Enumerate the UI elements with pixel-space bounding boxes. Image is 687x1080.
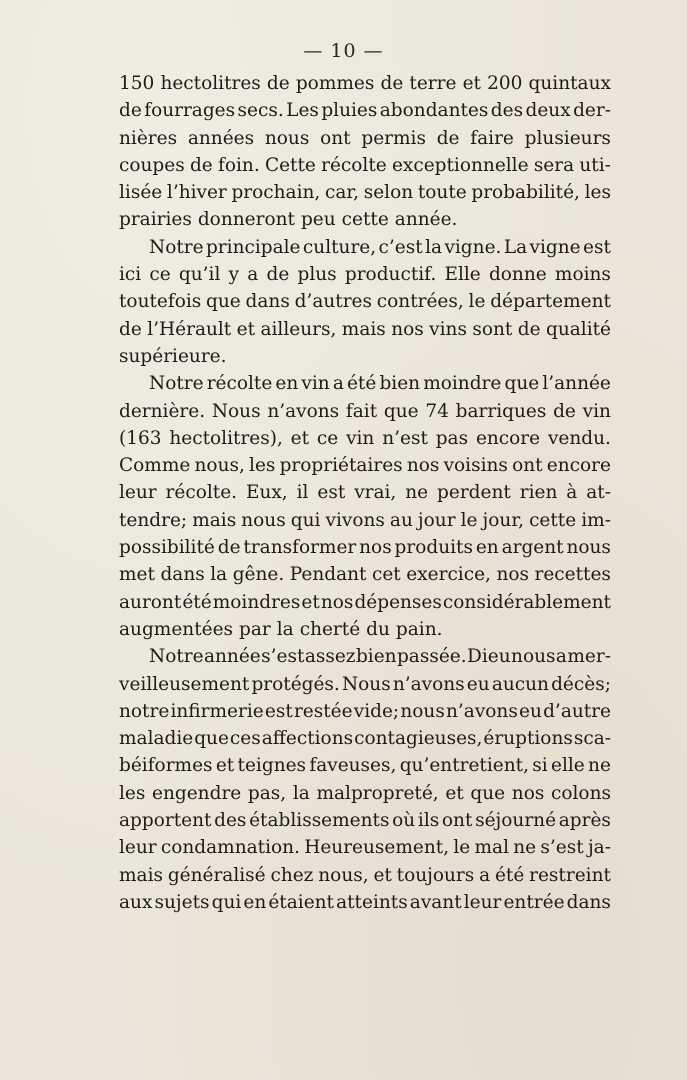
word: par (239, 618, 271, 640)
word: les (584, 182, 611, 204)
word: colons (551, 782, 611, 804)
word: vendu. (547, 427, 611, 449)
word: vigne (529, 236, 581, 258)
word: mal (474, 837, 509, 859)
word: nous (566, 537, 611, 559)
word: nous (511, 646, 556, 668)
word: année. (394, 209, 458, 231)
word: probabilité, (471, 182, 580, 204)
word: terre (409, 73, 457, 94)
word: toute (417, 182, 467, 204)
paragraph-first-line (119, 234, 611, 261)
word: met (119, 564, 155, 586)
word: s’est (540, 837, 584, 859)
word: est (264, 700, 293, 722)
word: ne (588, 755, 611, 777)
word: peu (300, 209, 336, 231)
word: maladie (119, 728, 194, 750)
word: fourrages (144, 100, 236, 122)
text-line (119, 288, 611, 315)
word: donne (488, 264, 547, 286)
word: vin (582, 400, 611, 422)
paragraph-first-line (119, 370, 611, 397)
word: en (275, 373, 299, 395)
word: été (346, 373, 377, 395)
word: encore (546, 455, 611, 477)
word: de (217, 537, 241, 559)
word: aucun (491, 673, 549, 695)
word: des (214, 810, 247, 832)
text-line (119, 834, 611, 861)
word: hectolitres (160, 73, 261, 94)
page-number: — 10 — (303, 40, 384, 62)
word: productif. (344, 264, 437, 286)
word: généralisé (167, 864, 266, 886)
word: gêne. (232, 564, 285, 586)
text-line (119, 698, 611, 725)
word: que (383, 400, 419, 422)
word: Comme (119, 455, 191, 477)
word: vide; (353, 700, 400, 722)
text-line (119, 507, 611, 534)
word: dans (566, 891, 611, 913)
word: après (558, 810, 611, 832)
word: en (475, 537, 499, 559)
word: pluies (321, 100, 378, 122)
word: toujours (396, 864, 475, 886)
word: récolte (321, 154, 387, 176)
word: le (460, 509, 478, 531)
word: 74 (425, 400, 449, 422)
word: pain. (395, 618, 443, 640)
word: contagieuses, (354, 728, 483, 750)
word: que (194, 728, 229, 750)
text-line (119, 398, 611, 425)
text-line (119, 561, 611, 588)
word: infirmerie (170, 700, 264, 722)
word: moindres (212, 591, 301, 613)
word: été (494, 864, 525, 886)
word: sont (472, 318, 513, 340)
text-line (119, 70, 611, 97)
word: l’année (542, 373, 611, 395)
word: nos (391, 318, 424, 340)
word: sera (533, 154, 575, 176)
word: années (187, 127, 255, 149)
word: sca- (573, 728, 611, 750)
text-line (119, 807, 611, 834)
word: vivons (325, 509, 385, 531)
body-text (119, 70, 611, 916)
word: encore (475, 427, 541, 449)
text-line (119, 889, 611, 916)
word: de (380, 73, 404, 94)
word: (163 (119, 427, 162, 449)
word: les (249, 455, 276, 477)
word: la (210, 564, 228, 586)
word: argent (501, 537, 564, 559)
word: Nous (341, 673, 391, 695)
word: n’avons (267, 400, 340, 422)
word: et (462, 73, 481, 94)
word: dernière. (119, 400, 206, 422)
text-line (119, 452, 611, 479)
word: vigne. (444, 236, 502, 258)
word: at- (586, 482, 611, 504)
word: considérablement (442, 591, 611, 613)
word: restreint (529, 864, 611, 886)
word: malpropreté, (316, 782, 439, 804)
word: c’est (378, 236, 423, 258)
word: que (470, 782, 506, 804)
word: de (517, 318, 541, 340)
word: moins (554, 264, 611, 286)
word: leur (119, 482, 157, 504)
word: faire (470, 127, 514, 149)
word: jour (417, 509, 456, 531)
word: toutefois (119, 291, 202, 313)
word: ont (441, 810, 473, 832)
word: n’avons (446, 700, 518, 722)
word: et (215, 755, 235, 777)
word: ils (417, 810, 440, 832)
word: Eux, (245, 482, 288, 504)
word: propriétaires (279, 455, 403, 477)
paragraph-first-line (119, 643, 611, 670)
word: pommes (295, 73, 375, 94)
word: vins (429, 318, 467, 340)
word: assez (304, 646, 356, 668)
word: car, (324, 182, 360, 204)
word: affections (261, 728, 354, 750)
word: notre (119, 700, 170, 722)
word: le (453, 837, 471, 859)
word: du (366, 618, 390, 640)
word: aux (119, 891, 153, 913)
word: a (247, 264, 259, 286)
word: où (392, 810, 416, 832)
word: a (332, 373, 344, 395)
word: exceptionnelle (391, 154, 529, 176)
word: récolte. (165, 482, 238, 504)
word: sujets (154, 891, 210, 913)
text-line (119, 589, 611, 616)
word: a (479, 864, 491, 886)
word: de (119, 318, 142, 340)
word: ailleurs, (260, 318, 337, 340)
word: nos (406, 455, 440, 477)
word: de (266, 73, 290, 94)
word: ont (320, 127, 351, 149)
text-line (119, 425, 611, 452)
word: nous (400, 700, 445, 722)
word: auront (119, 591, 182, 613)
word: fait (345, 400, 378, 422)
word: Nous (211, 400, 261, 422)
word: bien (379, 373, 421, 395)
word: la (425, 236, 443, 258)
word: perdent (437, 482, 511, 504)
text-line (119, 479, 611, 506)
word: les (119, 782, 146, 804)
word: passée. (396, 646, 467, 668)
word: décès; (551, 673, 611, 695)
text-line (119, 316, 611, 343)
word: nos (320, 591, 354, 613)
word: dépenses (354, 591, 442, 613)
word: barriques (455, 400, 547, 422)
word: recettes (534, 564, 611, 586)
text-line (119, 862, 611, 889)
word: eu (519, 700, 542, 722)
word: nous (264, 127, 310, 149)
text-line (119, 616, 611, 643)
word: rien (519, 482, 558, 504)
word: Notre (149, 236, 204, 258)
text-line (119, 152, 611, 179)
word: nos (511, 782, 545, 804)
word: et (236, 318, 256, 340)
word: Pendant (289, 564, 367, 586)
word: l’hiver (166, 182, 227, 204)
word: ces (229, 728, 261, 750)
word: secs. (237, 100, 284, 122)
word: nières (119, 127, 178, 149)
word: la (292, 782, 310, 804)
word: foin. (218, 154, 260, 176)
word: atteints (336, 891, 408, 913)
word: nos (359, 537, 392, 559)
word: augmentées (119, 618, 234, 640)
word: hectolitres), (169, 427, 283, 449)
word: s’est (261, 646, 305, 668)
word: abondantes (379, 100, 489, 122)
word: éruptions (483, 728, 573, 750)
word: de (266, 264, 290, 286)
word: leur (119, 837, 157, 859)
word: jour, (482, 509, 525, 531)
text-line (119, 671, 611, 698)
word: au (389, 509, 413, 531)
word: et (373, 864, 392, 886)
word: des (490, 100, 524, 122)
word: est (583, 236, 611, 258)
word: produits (394, 537, 473, 559)
word: selon (363, 182, 414, 204)
word: si (532, 755, 548, 777)
word: d’autres (294, 291, 372, 313)
word: département (490, 291, 611, 313)
word: vin (301, 373, 330, 395)
word: apportent (119, 810, 212, 832)
word: deux (525, 100, 571, 122)
word: pas, (247, 782, 287, 804)
word: n’avons (392, 673, 465, 695)
word: 150 (119, 73, 155, 94)
word: plusieurs (524, 127, 611, 149)
word: l’Hérault (147, 318, 232, 340)
word: et (445, 782, 464, 804)
word: de (189, 154, 213, 176)
word: en (243, 891, 267, 913)
word: qui (290, 509, 321, 531)
word: nous, (318, 864, 369, 886)
word: qu’entretient, (399, 755, 529, 777)
word: a (555, 646, 567, 668)
word: il (296, 482, 309, 504)
word: leur (463, 891, 502, 913)
text-line (119, 752, 611, 779)
word: possibilité (119, 537, 215, 559)
text-line (119, 179, 611, 206)
word: vin (346, 427, 375, 449)
word: engendre (152, 782, 242, 804)
word: béiformes (119, 755, 213, 777)
word: donneront (197, 209, 295, 231)
word: le (468, 291, 486, 313)
word: prochain, (231, 182, 321, 204)
word: entrée (503, 891, 565, 913)
word: Cette (264, 154, 316, 176)
word: ja- (587, 837, 611, 859)
word: de (436, 127, 460, 149)
word: cette (341, 209, 389, 231)
word: vrai, (354, 482, 397, 504)
word: elle (551, 755, 585, 777)
text-line (119, 725, 611, 752)
word: supérieure. (119, 345, 227, 367)
word: dans (160, 564, 205, 586)
word: Notre (149, 373, 204, 395)
word: voisins (443, 455, 508, 477)
word: nous (241, 509, 286, 531)
word: qui (211, 891, 242, 913)
word: quintaux (528, 73, 611, 94)
word: la (276, 618, 294, 640)
word: de (553, 400, 576, 422)
word: mais (341, 318, 386, 340)
word: prairies (119, 209, 192, 231)
word: pas (435, 427, 469, 449)
word: Elle (444, 264, 481, 286)
word: principale (205, 236, 301, 258)
word: 200 (487, 73, 523, 94)
text-line (119, 343, 611, 370)
word: établissements (249, 810, 390, 832)
text-line (119, 780, 611, 807)
word: mer- (567, 646, 611, 668)
word: année (203, 646, 261, 668)
word: ici (119, 264, 142, 286)
word: nous, (194, 455, 245, 477)
word: faveuses, (309, 755, 397, 777)
word: mais (119, 864, 163, 886)
word: Dieu (467, 646, 511, 668)
word: im- (581, 509, 611, 531)
word: séjourné (475, 810, 557, 832)
word: condamnation. (160, 837, 300, 859)
word: que (206, 291, 241, 313)
word: ont (512, 455, 543, 477)
word: à (566, 482, 578, 504)
word: ce (316, 427, 339, 449)
word: moindre (423, 373, 502, 395)
word: Heureusement, (304, 837, 450, 859)
word: permis (361, 127, 426, 149)
word: récolte (206, 373, 273, 395)
word: restée (293, 700, 353, 722)
text-line (119, 206, 611, 233)
word: avant (409, 891, 462, 913)
word: chez (270, 864, 314, 886)
word: et (290, 427, 310, 449)
text-line (119, 125, 611, 152)
word: transformer (243, 537, 357, 559)
word: ne (513, 837, 537, 859)
word: exercice, (406, 564, 491, 586)
word: bien (355, 646, 397, 668)
word: et (301, 591, 320, 613)
text-line (119, 97, 611, 124)
word: Les (286, 100, 319, 122)
word: tendre; (119, 509, 188, 531)
word: contrées, (376, 291, 464, 313)
word: dans (245, 291, 290, 313)
word: protégés. (251, 673, 340, 695)
word: coupes (119, 154, 185, 176)
word: cherté (299, 618, 361, 640)
word: étaient (268, 891, 334, 913)
word: der- (573, 100, 611, 122)
word: qu’il (178, 264, 221, 286)
word: y (228, 264, 240, 286)
word: cet (372, 564, 401, 586)
word: de (119, 100, 142, 122)
word: veilleusement (119, 673, 250, 695)
word: uti- (579, 154, 611, 176)
word: qualité (545, 318, 611, 340)
word: Notre (149, 646, 204, 668)
word: plus (297, 264, 337, 286)
word: que (504, 373, 540, 395)
word: cette (529, 509, 577, 531)
text-line (119, 261, 611, 288)
word: eu (466, 673, 490, 695)
word: été (182, 591, 212, 613)
word: ce (149, 264, 171, 286)
word: teignes (237, 755, 307, 777)
word: ne (405, 482, 429, 504)
word: mais (192, 509, 237, 531)
text-line (119, 534, 611, 561)
word: n’est (382, 427, 428, 449)
word: est (317, 482, 346, 504)
word: nos (496, 564, 529, 586)
word: d’autre (543, 700, 611, 722)
word: lisée (119, 182, 163, 204)
word: culture, (302, 236, 377, 258)
word: La (503, 236, 528, 258)
